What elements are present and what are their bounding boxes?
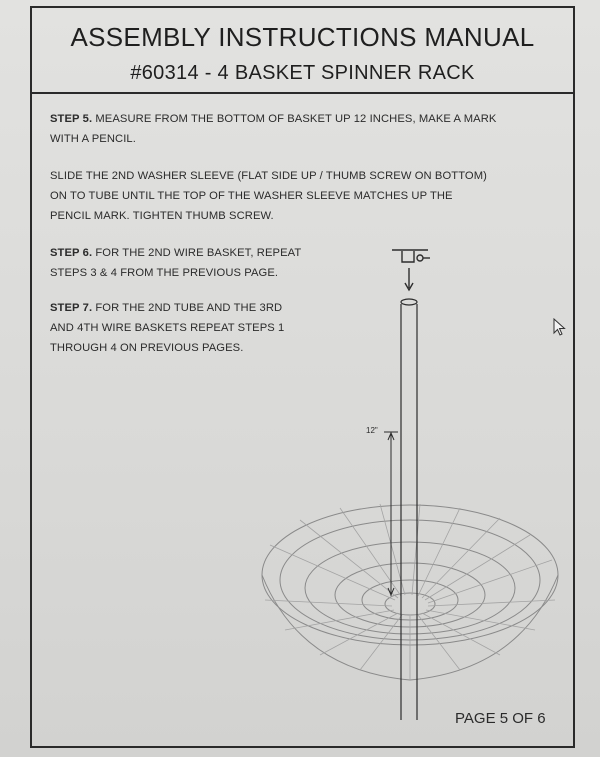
- tube-illustration: [401, 299, 417, 720]
- step-5-text-line-2: WITH A PENCIL.: [50, 133, 136, 145]
- page-subtitle: #60314 - 4 BASKET SPINNER RACK: [130, 62, 475, 84]
- washer-text-line-1: SLIDE THE 2ND WASHER SLEEVE (FLAT SIDE UP / THUMB SCREW ON BOTTOM): [50, 170, 487, 182]
- step-7-text-line-3: THROUGH 4 ON PREVIOUS PAGES.: [50, 342, 244, 354]
- step-5-label: STEP 5.: [50, 113, 93, 125]
- step-5-text-line-1: MEASURE FROM THE BOTTOM OF BASKET UP 12 INCHES, MAKE A MARK: [92, 113, 497, 125]
- step-7-text-line-2: AND 4TH WIRE BASKETS REPEAT STEPS 1: [50, 322, 285, 334]
- mouse-pointer-icon: [553, 318, 567, 338]
- page-number: PAGE 5 OF 6: [455, 710, 546, 727]
- step-6-label: STEP 6.: [50, 247, 93, 259]
- page-title: ASSEMBLY INSTRUCTIONS MANUAL: [70, 22, 535, 52]
- washer-text-line-2: ON TO TUBE UNTIL THE TOP OF THE WASHER SLEEVE MATCHES UP THE: [50, 190, 453, 202]
- washer-sleeve-illustration: [392, 250, 430, 290]
- measure-label: 12": [366, 426, 378, 435]
- step-7-text-line-1: FOR THE 2ND TUBE AND THE 3RD: [92, 302, 283, 314]
- washer-text-line-3: PENCIL MARK. TIGHTEN THUMB SCREW.: [50, 210, 274, 222]
- step-6-text-line-2: STEPS 3 & 4 FROM THE PREVIOUS PAGE.: [50, 267, 279, 279]
- basket-illustration: [262, 504, 558, 680]
- step-7-label: STEP 7.: [50, 302, 93, 314]
- step-6-text-line-1: FOR THE 2ND WIRE BASKET, REPEAT: [92, 247, 302, 259]
- twelve-inch-measure-arrow: [384, 432, 398, 596]
